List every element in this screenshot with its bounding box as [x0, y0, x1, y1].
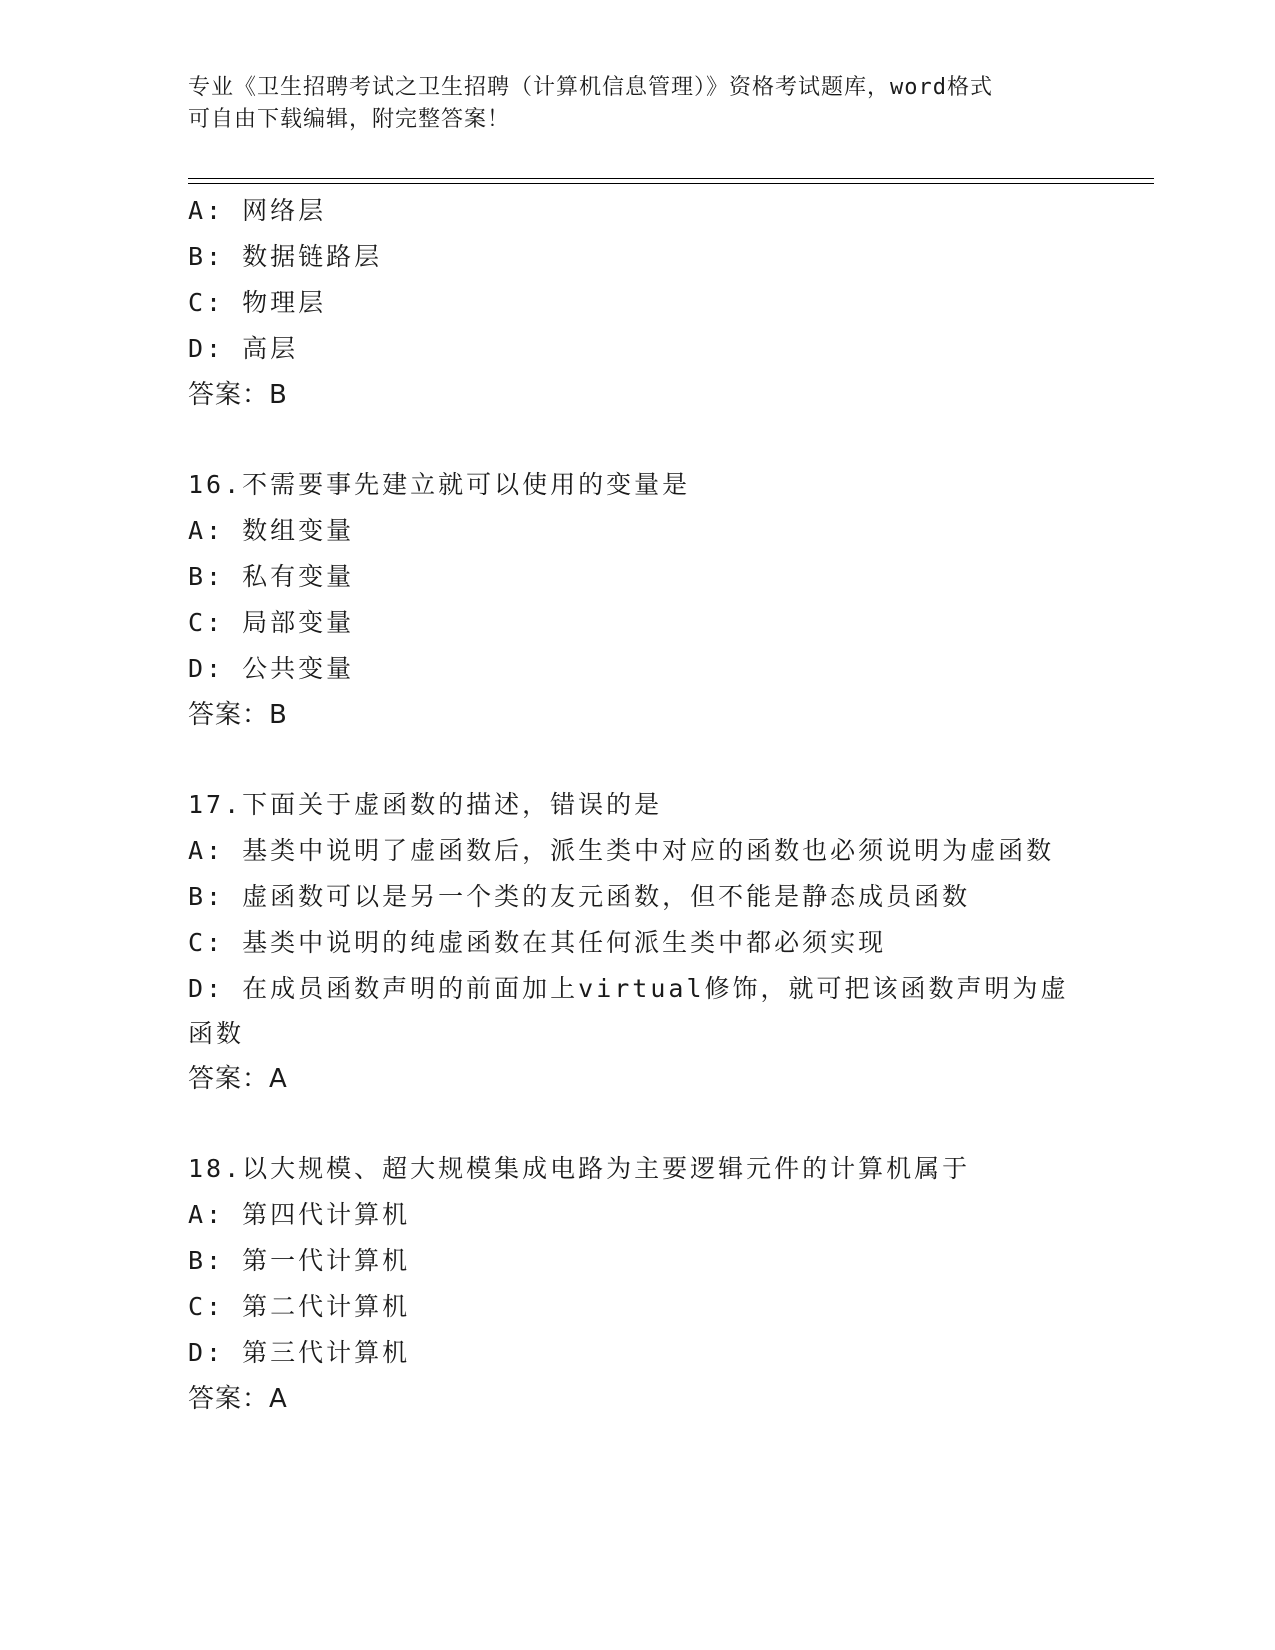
option-d: D: 高层	[188, 334, 299, 363]
header-line-1: 专业《卫生招聘考试之卫生招聘（计算机信息管理）》资格考试题库，word格式	[188, 75, 993, 100]
header-line-2: 可自由下载编辑，附完整答案！	[188, 107, 511, 132]
option-c: C: 基类中说明的纯虚函数在其任何派生类中都必须实现	[188, 928, 887, 957]
document-header	[188, 72, 1088, 136]
option-b: B: 数据链路层	[188, 242, 383, 271]
option-c: C: 物理层	[188, 288, 327, 317]
option-a: A: 基类中说明了虚函数后，派生类中对应的函数也必须说明为虚函数	[188, 836, 1055, 865]
question-block-16	[188, 462, 1088, 738]
answer-label: 答案：A	[188, 1064, 288, 1094]
spacer	[188, 738, 1088, 782]
option-d: D: 第三代计算机	[188, 1338, 411, 1367]
option-a: A: 第四代计算机	[188, 1200, 411, 1229]
header-divider-top	[188, 178, 1154, 179]
spacer	[188, 1102, 1088, 1146]
answer-label: 答案：A	[188, 1384, 288, 1414]
question-block-17	[188, 782, 1088, 1102]
option-a: A: 数组变量	[188, 516, 355, 545]
option-a: A: 网络层	[188, 196, 327, 225]
header-divider-bottom	[188, 183, 1154, 184]
spacer	[188, 418, 1088, 462]
option-c: C: 第二代计算机	[188, 1292, 411, 1321]
option-d: D: 公共变量	[188, 654, 355, 683]
question-block-15	[188, 188, 1088, 418]
question-block-18	[188, 1146, 1088, 1422]
question-text: 16.不需要事先建立就可以使用的变量是	[188, 470, 691, 499]
option-b: B: 虚函数可以是另一个类的友元函数，但不能是静态成员函数	[188, 882, 971, 911]
answer-label: 答案：B	[188, 380, 288, 410]
question-list	[188, 188, 1088, 1422]
question-text: 18.以大规模、超大规模集成电路为主要逻辑元件的计算机属于	[188, 1154, 971, 1183]
option-b: B: 私有变量	[188, 562, 355, 591]
option-c: C: 局部变量	[188, 608, 355, 637]
option-b: B: 第一代计算机	[188, 1246, 411, 1275]
option-d: D: 在成员函数声明的前面加上virtual修饰，就可把该函数声明为虚函数	[188, 974, 1069, 1048]
question-text: 17.下面关于虚函数的描述，错误的是	[188, 790, 663, 819]
answer-label: 答案：B	[188, 700, 288, 730]
